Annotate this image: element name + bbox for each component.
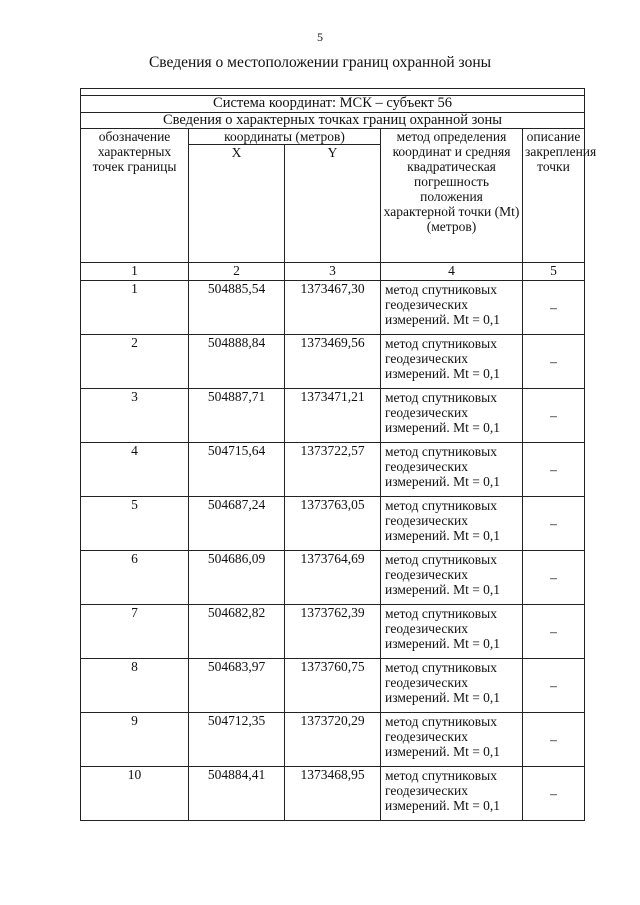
x-coordinate-cell: 504884,41 xyxy=(189,767,285,821)
table-row xyxy=(81,281,585,335)
y-coordinate-cell: 1373722,57 xyxy=(285,443,381,497)
description-cell: – xyxy=(523,713,585,767)
col-desc-header: описание закрепления точки xyxy=(523,129,585,263)
x-coordinate-cell: 504885,54 xyxy=(189,281,285,335)
point-number-cell: 1 xyxy=(81,281,189,335)
point-number-cell: 4 xyxy=(81,443,189,497)
x-coordinate-cell: 504682,82 xyxy=(189,605,285,659)
method-cell: метод спутниковых геодезических измерений. Mt = 0,1 xyxy=(381,713,523,767)
method-cell: метод спутниковых геодезических измерений. Mt = 0,1 xyxy=(381,389,523,443)
point-number-cell: 5 xyxy=(81,497,189,551)
table-row xyxy=(81,551,585,605)
x-coordinate-cell: 504686,09 xyxy=(189,551,285,605)
column-number: 5 xyxy=(523,263,585,281)
table-row xyxy=(81,659,585,713)
method-cell: метод спутниковых геодезических измерений. Mt = 0,1 xyxy=(381,605,523,659)
x-coordinate-cell: 504715,64 xyxy=(189,443,285,497)
column-number: 2 xyxy=(189,263,285,281)
table-row xyxy=(81,443,585,497)
description-cell: – xyxy=(523,497,585,551)
point-number-cell: 3 xyxy=(81,389,189,443)
point-number-cell: 10 xyxy=(81,767,189,821)
y-coordinate-cell: 1373469,56 xyxy=(285,335,381,389)
column-numbers-row xyxy=(81,263,585,281)
y-coordinate-cell: 1373760,75 xyxy=(285,659,381,713)
page-title: Сведения о местоположении границ охранной зоны xyxy=(148,54,492,71)
method-cell: метод спутниковых геодезических измерений. Mt = 0,1 xyxy=(381,767,523,821)
description-cell: – xyxy=(523,605,585,659)
point-number-cell: 7 xyxy=(81,605,189,659)
method-cell: метод спутниковых геодезических измерений. Mt = 0,1 xyxy=(381,443,523,497)
description-cell: – xyxy=(523,389,585,443)
description-cell: – xyxy=(523,551,585,605)
column-number: 1 xyxy=(81,263,189,281)
description-cell: – xyxy=(523,281,585,335)
table-row xyxy=(81,713,585,767)
point-number-cell: 6 xyxy=(81,551,189,605)
method-cell: метод спутниковых геодезических измерений. Mt = 0,1 xyxy=(381,335,523,389)
page-number: 5 xyxy=(317,30,323,44)
method-cell: метод спутниковых геодезических измерений. Mt = 0,1 xyxy=(381,497,523,551)
y-coordinate-cell: 1373762,39 xyxy=(285,605,381,659)
col-x-header: X xyxy=(189,145,285,263)
y-coordinate-cell: 1373471,21 xyxy=(285,389,381,443)
table-row xyxy=(81,335,585,389)
y-coordinate-cell: 1373467,30 xyxy=(285,281,381,335)
x-coordinate-cell: 504683,97 xyxy=(189,659,285,713)
y-coordinate-cell: 1373764,69 xyxy=(285,551,381,605)
x-coordinate-cell: 504712,35 xyxy=(189,713,285,767)
col-designation-header: обозначение характерных точек границы xyxy=(81,129,189,263)
method-cell: метод спутниковых геодезических измерений. Mt = 0,1 xyxy=(381,281,523,335)
column-number: 4 xyxy=(381,263,523,281)
y-coordinate-cell: 1373720,29 xyxy=(285,713,381,767)
y-coordinate-cell: 1373763,05 xyxy=(285,497,381,551)
table-row xyxy=(81,497,585,551)
method-cell: метод спутниковых геодезических измерений. Mt = 0,1 xyxy=(381,659,523,713)
description-cell: – xyxy=(523,443,585,497)
col-method-header: метод определения координат и средняя квадратическая погрешность положения характерной точки (Mt) (метров) xyxy=(381,129,523,263)
description-cell: – xyxy=(523,335,585,389)
table-row xyxy=(81,767,585,821)
points-header-cell: Сведения о характерных точках границ охранной зоны xyxy=(81,113,585,129)
column-header-row xyxy=(81,129,585,145)
table-row xyxy=(81,605,585,659)
point-number-cell: 9 xyxy=(81,713,189,767)
point-number-cell: 8 xyxy=(81,659,189,713)
method-cell: метод спутниковых геодезических измерений. Mt = 0,1 xyxy=(381,551,523,605)
coordinates-table xyxy=(80,88,597,821)
x-coordinate-cell: 504687,24 xyxy=(189,497,285,551)
table-row xyxy=(81,389,585,443)
y-coordinate-cell: 1373468,95 xyxy=(285,767,381,821)
x-coordinate-cell: 504887,71 xyxy=(189,389,285,443)
points-header-row xyxy=(81,113,585,129)
coordinate-system-row xyxy=(81,96,585,113)
description-cell: – xyxy=(523,659,585,713)
col-coords-header: координаты (метров) xyxy=(189,129,381,145)
x-coordinate-cell: 504888,84 xyxy=(189,335,285,389)
description-cell: – xyxy=(523,767,585,821)
coordinate-system-cell: Система координат: МСК – субъект 56 xyxy=(81,96,585,113)
point-number-cell: 2 xyxy=(81,335,189,389)
col-y-header: Y xyxy=(285,145,381,263)
column-number: 3 xyxy=(285,263,381,281)
